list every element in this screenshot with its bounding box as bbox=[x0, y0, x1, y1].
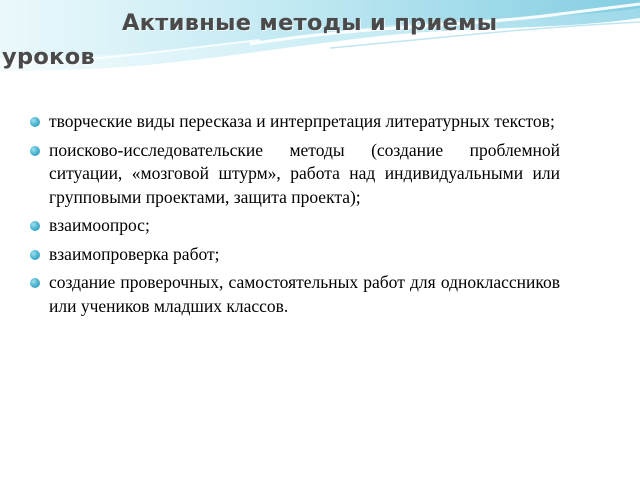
list-item bbox=[30, 139, 560, 210]
title-line-2: уроков bbox=[2, 44, 95, 70]
slide-title bbox=[0, 6, 640, 74]
bullet-icon bbox=[30, 278, 40, 288]
bullet-icon bbox=[30, 250, 40, 260]
list-item bbox=[30, 110, 560, 134]
title-line-1: Активные методы и приемы bbox=[122, 10, 498, 36]
list-item-text: взаимопроверка работ; bbox=[49, 243, 220, 264]
list-item bbox=[30, 214, 560, 238]
bullet-icon bbox=[30, 221, 40, 231]
list-item-text: взаимоопрос; bbox=[49, 215, 150, 235]
bullet-icon bbox=[30, 117, 40, 127]
bullet-icon bbox=[30, 146, 40, 156]
bullet-list bbox=[30, 110, 560, 323]
list-item-text: создание проверочных, самостоятельных работ для одноклассников или учеников младших классов. bbox=[49, 272, 560, 316]
list-item-text: творческие виды пересказа и интерпретация литературных текстов; bbox=[49, 111, 555, 131]
list-item bbox=[30, 243, 560, 267]
list-item bbox=[30, 271, 560, 318]
list-item-text: поисково-исследовательские методы (создание проблемной ситуации, «мозговой штурм», работа над индивидуальными или групповыми проектами, защита проекта); bbox=[49, 139, 560, 207]
